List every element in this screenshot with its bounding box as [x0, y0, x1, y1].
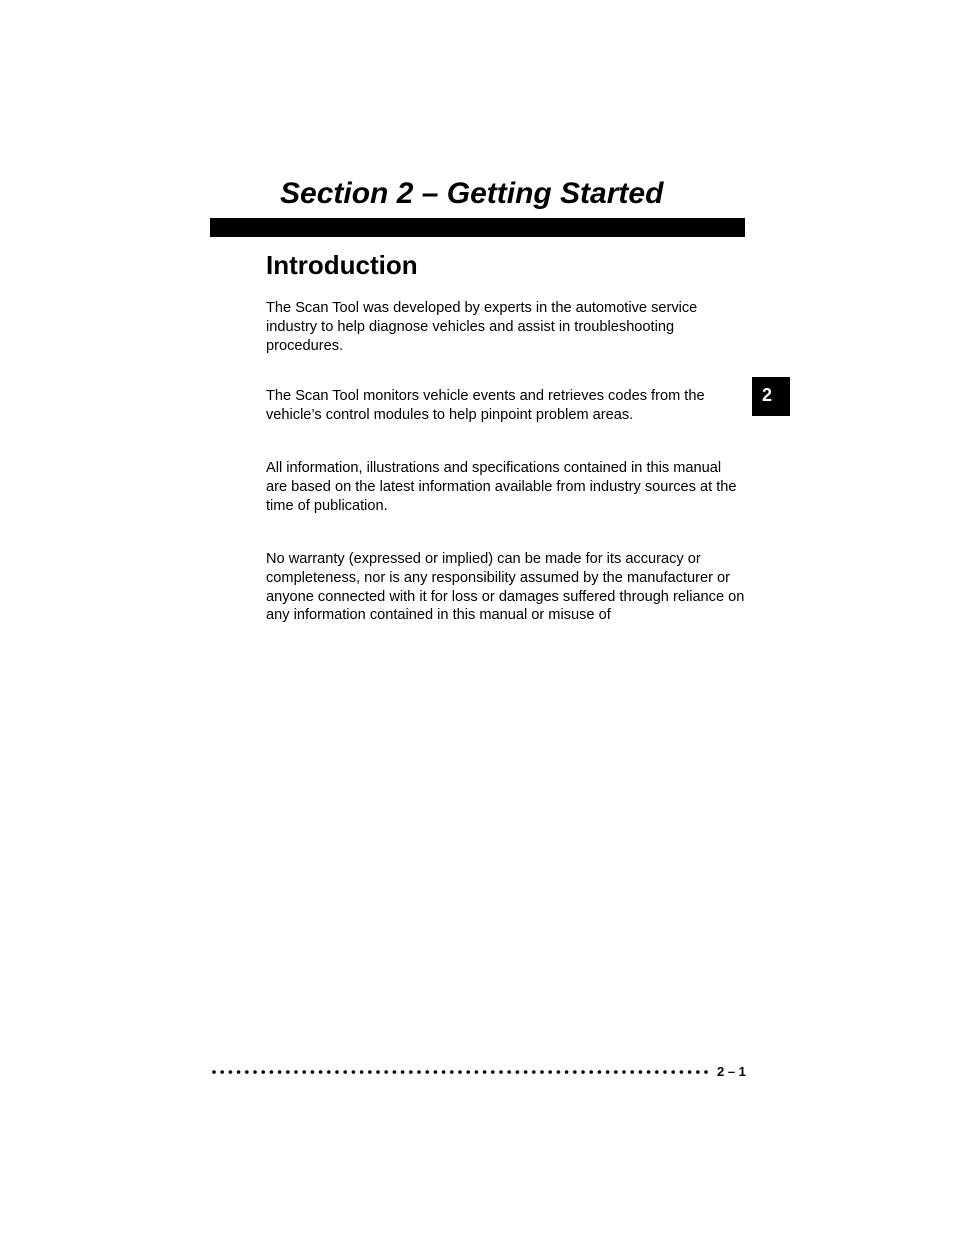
- title-rule: [210, 218, 745, 237]
- paragraph-2: The Scan Tool monitors vehicle events and retrieves codes from the vehicle’s control modules to help pinpoint problem areas.: [266, 388, 705, 423]
- paragraph-4: No warranty (expressed or implied) can be made for its accuracy or completeness, nor is any responsibility assumed by the manufacturer or anyone connected with it for loss or damages suffered through reliance on any information contained in this manual or misuse of: [266, 551, 745, 624]
- paragraph-3: All information, illustrations and specifications contained in this manual are based on the latest information available from industry sources at the time of publication.: [266, 460, 737, 514]
- paragraph-1: The Scan Tool was developed by experts in the automotive service industry to help diagnose vehicles and assist in troubleshooting procedures.: [266, 300, 698, 354]
- page-number: 2 – 1: [717, 1064, 746, 1079]
- section-tab: 2: [752, 377, 790, 416]
- footer-dotted-rule: [210, 1064, 712, 1080]
- intro-heading: Introduction: [266, 250, 418, 280]
- section-title: Section 2 – Getting Started: [280, 177, 664, 210]
